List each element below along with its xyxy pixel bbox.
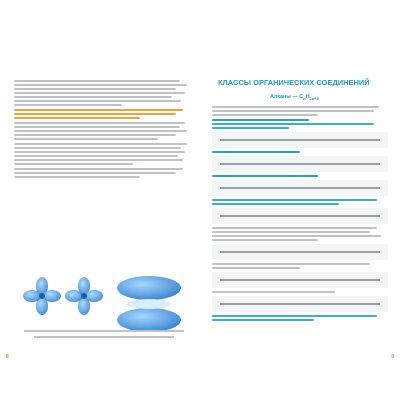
reaction-scheme-6 xyxy=(212,272,388,288)
figure-caption-placeholder-2 xyxy=(34,336,174,338)
benzene-pi-orbital xyxy=(117,276,181,332)
reaction-scheme-2 xyxy=(212,156,388,172)
left-page xyxy=(4,72,200,362)
orbital-diagrams xyxy=(14,268,194,348)
right-page-text xyxy=(212,104,388,324)
reaction-scheme-1 xyxy=(212,132,388,148)
reaction-scheme-7 xyxy=(212,296,388,312)
subtitle-tail: H xyxy=(305,94,310,100)
section-subtitle xyxy=(270,94,319,101)
reaction-scheme-3 xyxy=(212,180,388,196)
page-title: КЛАССЫ ОРГАНИЧЕСКИХ СОЕДИНЕНИЙ xyxy=(218,78,370,87)
subtitle-sub2: 2n+2 xyxy=(309,96,319,102)
figure-caption-placeholder xyxy=(24,330,184,332)
sigma-orbital-small xyxy=(23,277,61,315)
left-page-number: 8 xyxy=(6,354,9,360)
right-page-number: 9 xyxy=(391,354,394,360)
left-page-text xyxy=(14,78,194,181)
subtitle-main: Алканы — C xyxy=(270,94,304,100)
reaction-scheme-5 xyxy=(212,244,388,260)
right-page xyxy=(200,72,396,362)
subtitle-sub: n xyxy=(303,96,306,102)
reaction-scheme-4 xyxy=(212,208,388,224)
pi-orbital-small xyxy=(65,277,103,315)
